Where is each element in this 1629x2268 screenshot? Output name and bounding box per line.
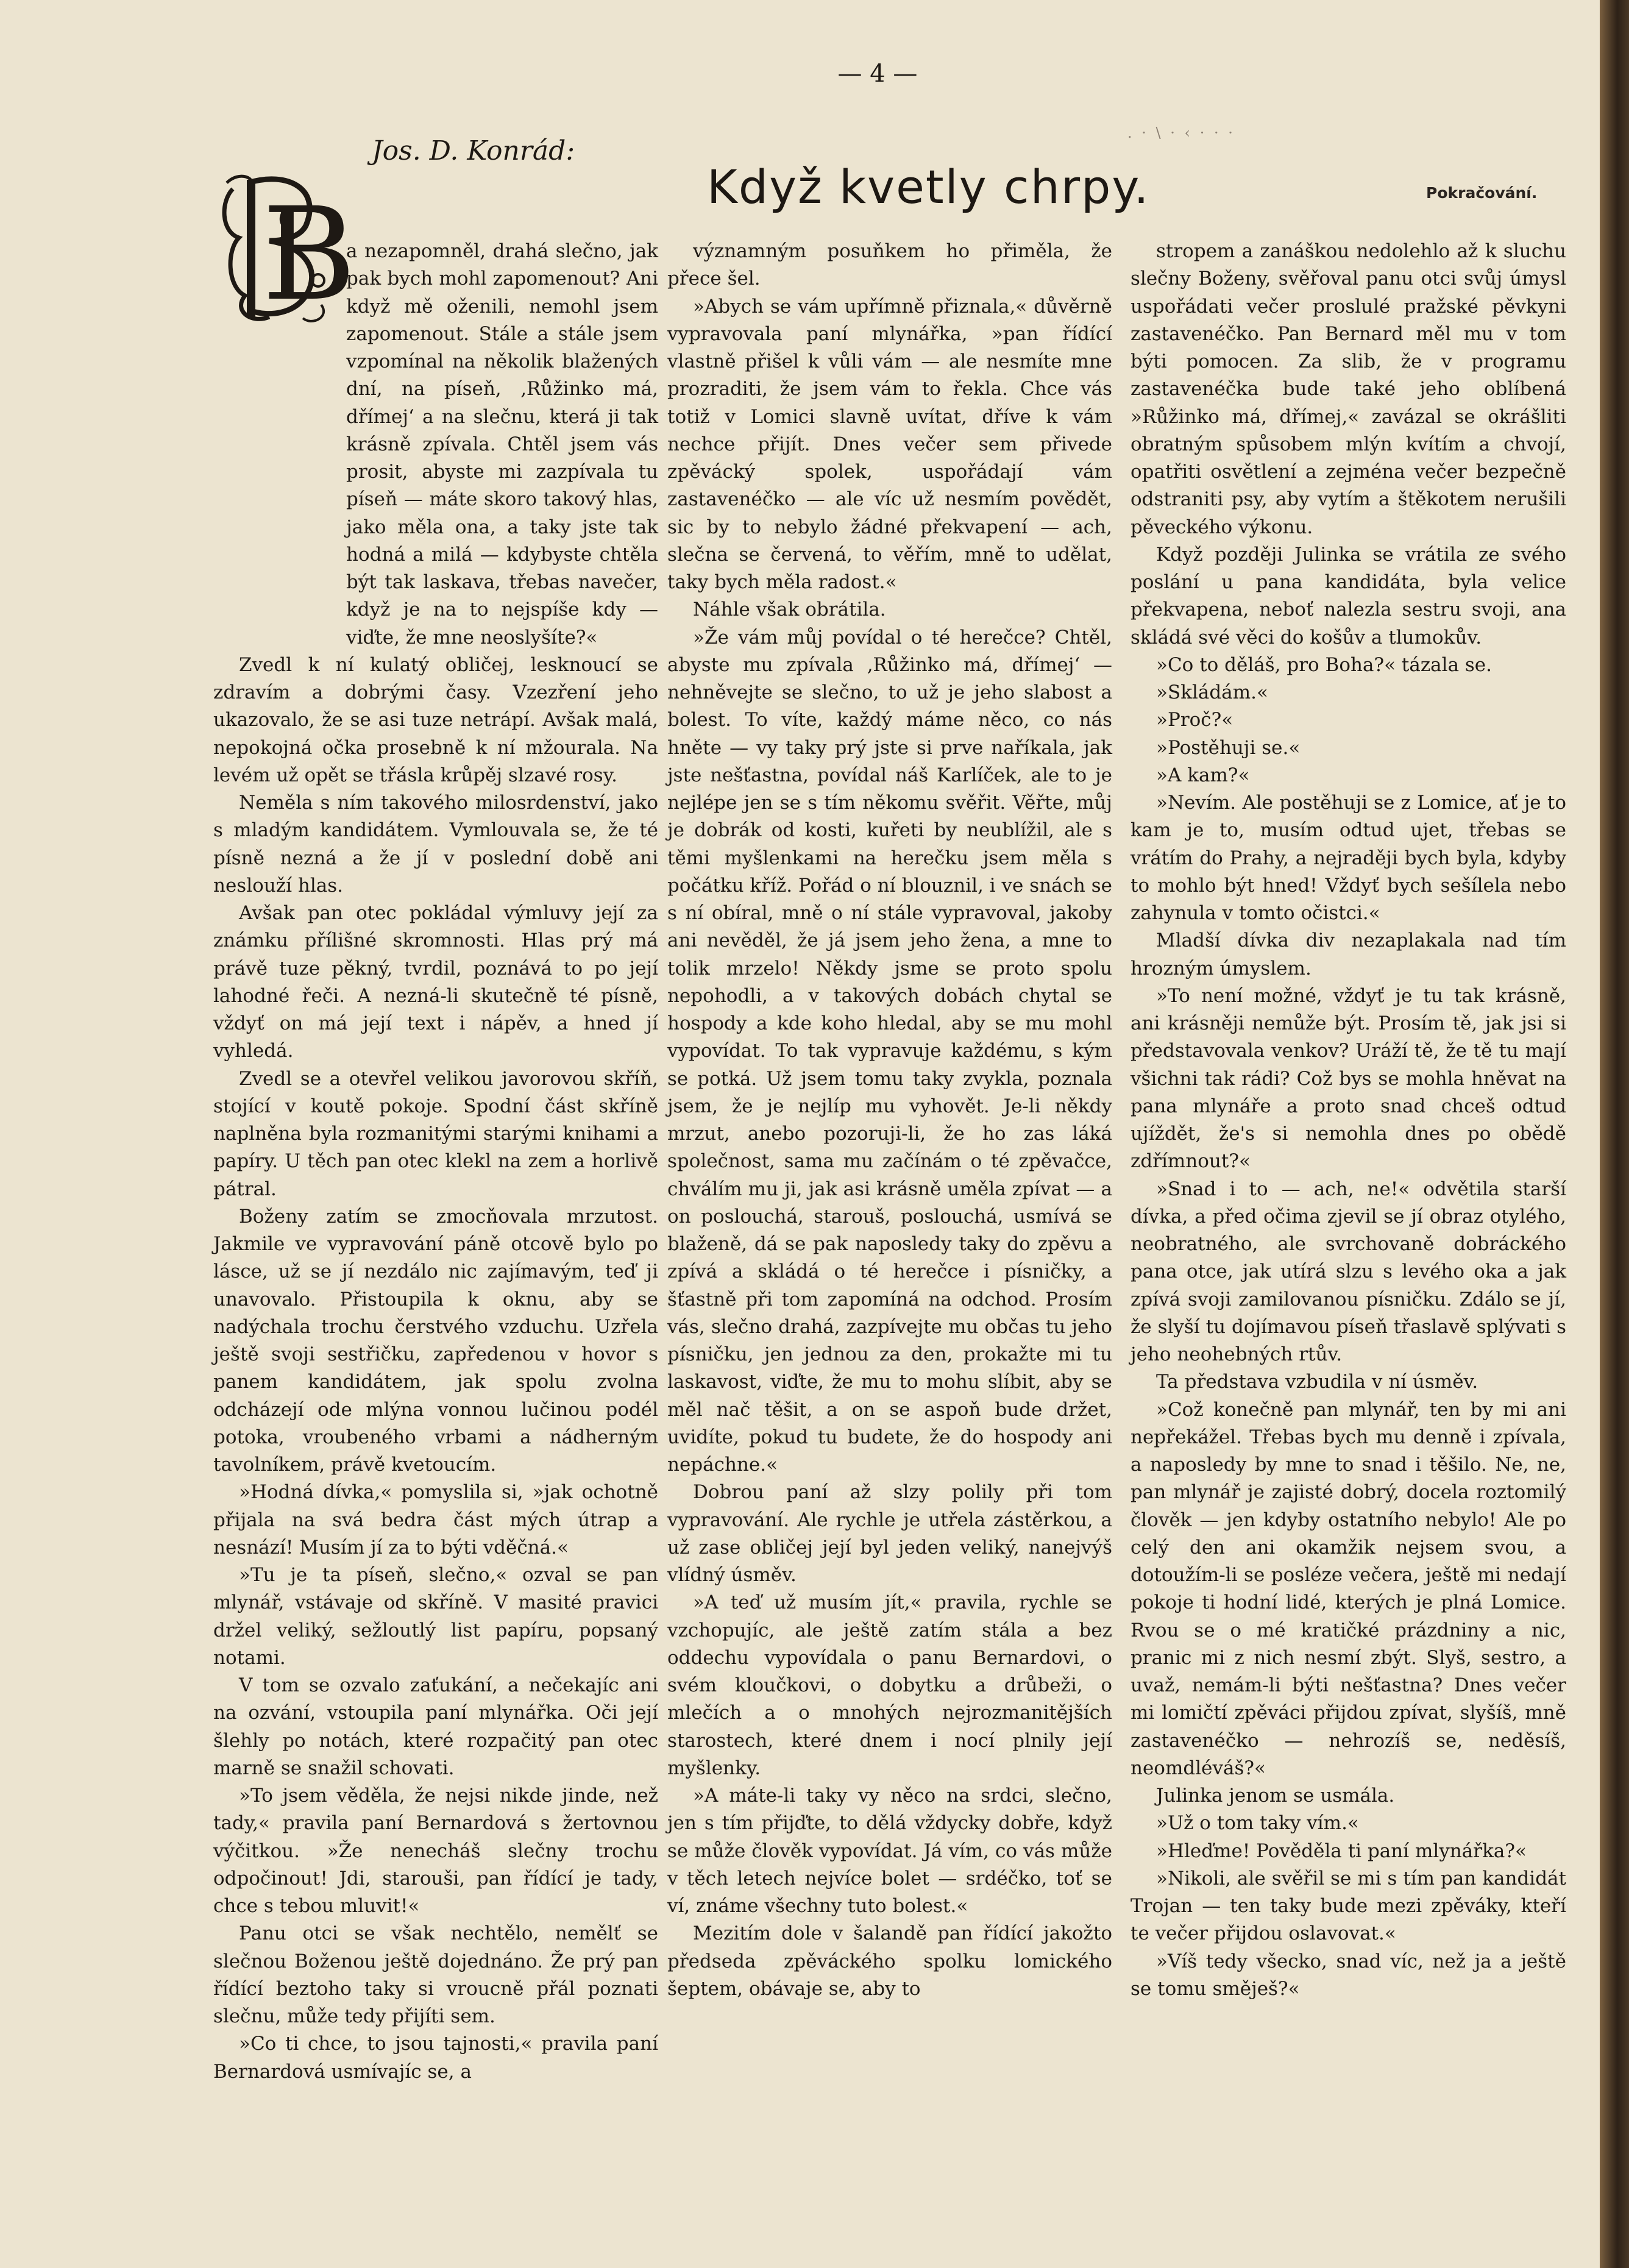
paragraph: Zvedl k ní kulatý obličej, lesknoucí se zdravím a dobrými časy. Vzezření jeho ukazovalo, že se asi tuze netrápí. Avšak malá, nepokojná očka prosebně k ní mžourala. Na levém už opět se třásla krůpěj slzavé rosy.: [213, 653, 658, 786]
paragraph: »A máte-li taky vy něco na srdci, slečno, jen s tím přijďte, to dělá vždycky dobře, když se může člověk vypovídat. Já vím, co vás může v těch letech nejvíce bolet — srdéčko, toť se ví, známe všechny tuto bolest.«: [667, 1785, 1112, 1917]
paragraph: »Což konečně pan mlynář, ten by mi ani nepřekážel. Třebas bych mu denně i zpívala, a naposledy by mne to snad i těšilo. Ne, ne, pan mlynář je zajisté dobrý, docela roztomilý člověk — jen kdyby ostatního nebylo! Ale po celý den ani okamžik nejsem svou, a dotoužím-li se posléze večera, ještě mi nedají pokoje ti hodní lidé, kterých je plná Lomice. Rvou se o mé kratičké prázdniny a nic, pranic mi z nich nesmí zbýt. Slyš, sestro, a uvaž, nemám-li býti nešťastna? Dnes večer mi lomičtí zpěváci přijdou zpívat, slyšíš, mně zastavenéčko — nehrozíš se, neděsíš, neomdléváš?«: [1130, 1398, 1566, 1779]
paragraph: a nezapomněl, drahá slečno, jak pak bych mohl zapomenout? Ani když mě oženili, nemohl jsem zapomenout. Stále a stále jsem vzpomínal na několik blažených dní, na píseň, ‚Růžinko má, dřímej‘ a na slečnu, která ji tak krásně zpívala. Chtěl jsem vás prosit, abyste mi zazpívala tu píseň — máte skoro takový hlas, jako měla ona, a taky jste tak hodná a milá — kdybyste chtěla být tak laskava, třebas navečer, když je na to nejspíše kdy — viďte, že mne neoslyšíte?«: [346, 240, 658, 649]
paragraph: »Snad i to — ach, ne!« odvětila starší dívka, a před očima zjevil se jí obraz otylého, neobratného, ale svrchovaně dobráckého pana otce, jak utírá slzu s levého oka a jak zpívá svoji zamilovanou písničku. Zdálo se jí, že slyší tu dojímavou píseň třaslavě splývati s jeho neohebných rtův.: [1130, 1178, 1566, 1365]
paragraph: Náhle však obrátila.: [693, 599, 886, 621]
text-column-1: [213, 238, 658, 2086]
drop-cap-letter: B: [262, 180, 357, 329]
paragraph: »Postěhuji se.«: [1156, 736, 1301, 759]
paragraph: Když později Julinka se vrátila ze svého poslání u pana kandidáta, byla velice překvapena, neboť nalezla sestru svoji, ana skládá své věci do košův a tlumokův.: [1130, 543, 1566, 649]
paragraph: »Co to děláš, pro Boha?« tázala se.: [1156, 653, 1492, 676]
paragraph: »Hodná dívka,« pomyslila si, »jak ochotně přijala na svá bedra část mých útrap a nesnází! Musím jí za to býti vděčná.«: [213, 1481, 658, 1559]
paragraph: »Co ti chce, to jsou tajnosti,« pravila paní Bernardová usmívajíc se, a: [213, 2033, 658, 2083]
text-column-2: [667, 238, 1112, 2003]
paragraph: Ta představa vzbudila v ní úsměv.: [1156, 1371, 1478, 1393]
faded-marks: . · \ · ‹ · · ·: [1127, 124, 1235, 141]
paragraph: významným posuňkem ho přiměla, že přece šel.: [667, 240, 1112, 290]
page-edge-shadow: [1600, 0, 1629, 2268]
paragraph: »Proč?«: [1156, 709, 1233, 731]
paragraph: Mladší dívka div nezaplakala nad tím hrozným úmyslem.: [1130, 930, 1566, 979]
paragraph: Neměla s ním takového milosrdenství, jako s mladým kandidátem. Vymlouvala se, že té písně nezná a že jí v poslední době ani neslouží hlas.: [213, 792, 658, 897]
paragraph: »A kam?«: [1156, 764, 1250, 786]
paragraph: Panu otci se však nechtělo, nemělť se slečnou Boženou ještě dojednáno. Že prý pan řídící beztoho taky si vroucně přál poznati slečnu, může tedy přijíti sem.: [213, 1922, 658, 2027]
paragraph: »Už o tom taky vím.«: [1156, 1812, 1359, 1835]
paragraph: Mezitím dole v šalandě pan řídící jakožto předseda zpěváckého spolku lomického šeptem, obávaje se, aby to: [667, 1922, 1112, 2000]
paragraph: »Hleďme! Pověděla ti paní mlynářka?«: [1156, 1840, 1527, 1862]
text-column-3: [1130, 238, 1566, 2003]
continuation-note: Pokračování.: [1426, 184, 1538, 202]
paragraph: »Abych se vám upřímně přiznala,« důvěrně vypravovala paní mlynářka, »pan řídící vlastně přišel k vůli vám — ale nesmíte mne prozraditi, že jsem vám to řekla. Chce vás totiž v Lomici slavně uvítat, dříve k vám nechce přijít. Dnes večer sem přivede zpěvácký spolek, uspořádají vám zastavenéčko — ale víc už nesmím povědět, sic by to nebylo žádné překvapení — ach, slečna se červená, to věřím, mně to udělat, taky bych měla radost.«: [667, 295, 1112, 593]
page-number: — 4 —: [837, 60, 918, 88]
paragraph: V tom se ozvalo zaťukání, a nečekajíc ani na ozvání, vstoupila paní mlynářka. Oči její šlehly po notách, které rozpačitý pan otec marně se snažil schovati.: [213, 1674, 658, 1779]
author-byline: Jos. D. Konrád:: [372, 135, 575, 166]
paragraph: »To jsem věděla, že nejsi nikde jinde, než tady,« pravila paní Bernardová s žertovnou výčitkou. »Že nenecháš slečny trochu odpočinout! Jdi, starouši, pan řídící je tady, chce s tebou mluvit!«: [213, 1785, 658, 1917]
paragraph: stropem a zanáškou nedolehlo až k sluchu slečny Boženy, svěřoval panu otci svůj úmysl uspořádati večer proslulé pražské pěvkyni zastavenéčko. Pan Bernard měl mu v tom býti pomocen. Za slib, že v programu zastavenéčka bude také jeho oblíbená »Růžinko má, dřímej,« zavázal se okrášliti obratným spůsobem mlýn kvítím a chvojí, opatřiti osvětlení a zejména večer bezpečně odstraniti psy, aby vytím a štěkotem nerušili pěveckého výkonu.: [1130, 240, 1566, 538]
paragraph: Zvedl se a otevřel velikou javorovou skříň, stojící v koutě pokoje. Spodní část skříně naplněna byla rozmanitými starými knihami a papíry. U těch pan otec klekl na zem a horlivě pátral.: [213, 1067, 658, 1200]
paragraph: Julinka jenom se usmála.: [1156, 1785, 1395, 1807]
paragraph: Dobrou paní až slzy polily při tom vypravování. Ale rychle je utřela zástěrkou, a už zase obličej její byl jeden veliký, nanejvýš vlídný úsměv.: [667, 1481, 1112, 1586]
paragraph: »Skládám.«: [1156, 681, 1268, 703]
paragraph: »Nikoli, ale svěřil se mi s tím pan kandidát Trojan — ten taky bude mezi zpěváky, kteří te večer přijdou oslavovat.«: [1130, 1867, 1566, 1945]
paragraph: Boženy zatím se zmocňovala mrzutost. Jakmile ve vypravování páně otcově bylo po lásce, už se jí nezdálo nic zajímavým, teď ji unavovalo. Přistoupila k oknu, aby se nadýchala trochu čerstvého vzduchu. Uzřela ještě svoji sestřičku, zapředenou v hovor s panem kandidátem, jak spolu zvolna odcházejí ode mlýna vonnou lučinou podél potoka, vroubeného vrbami a nádherným tavolníkem, právě kvetoucím.: [213, 1205, 658, 1476]
paragraph: »A teď už musím jít,« pravila, rychle se vzchopujíc, ale ještě zatím stála a bez oddechu vypovídala o panu Bernardovi, o svém kloučkovi, o dobytku a drůbeži, o mlečích a o mnohých nejrozmanitějších starostech, které dnem i nocí plnily její myšlenky.: [667, 1591, 1112, 1779]
paragraph: »Víš tedy všecko, snad víc, než ja a ještě se tomu směješ?«: [1130, 1950, 1566, 2000]
paragraph: Avšak pan otec pokládal výmluvy její za známku přílišné skromnosti. Hlas prý má právě tuze pěkný, tvrdil, poznává to po její lahodné řeči. A nezná-li skutečně té písně, vždyť on má její text i nápěv, a hned jí vyhledá.: [213, 902, 658, 1062]
paragraph: »Nevím. Ale postěhuji se z Lomice, ať je to kam je to, musím odtud ujet, třebas se vrátím do Prahy, a nejraději bych byla, kdyby to mohlo být hned! Vždyť bych sešílela nebo zahynula v tomto očistci.«: [1130, 792, 1566, 924]
article-title: Když kvetly chrpy.: [707, 160, 1150, 214]
paragraph: »To není možné, vždyť je tu tak krásně, ani krásněji nemůže být. Prosím tě, jak jsi si představovala venkov? Uráží tě, že tě tu mají všichni tak rádi? Což bys se mohla hněvat na pana mlynáře a proto snad chceš odtud ujíždět, že's si nemohla dnes po obědě zdřímnout?«: [1130, 984, 1566, 1173]
paragraph: »Tu je ta píseň, slečno,« ozval se pan mlynář, vstávaje od skříně. V masité pravici držel veliký, sežloutlý list papíru, popsaný notami.: [213, 1564, 658, 1669]
paragraph: »Že vám můj povídal o té herečce? Chtěl, abyste mu zpívala ‚Růžinko má, dřímej‘ — nehněvejte se slečno, to už je jeho slabost a bolest. To víte, každý máme něco, co nás hněte — vy taky prý jste si prve naříkala, jak jste nešťastna, povídal náš Karlíček, ale to je nejlépe jen se s tím někomu svěřit. Věřte, můj je dobrák od kosti, kuřeti by neublížil, ale s těmi myšlenkami na herečku jsem měla s počátku kříž. Pořád o ní blouznil, i ve snách se s ní obíral, mně o ní stále vypravoval, jakoby ani nevěděl, že já jsem jeho žena, a mne to tolik mrzelo! Někdy jsme se proto spolu nepohodli, a v takových dobách chytal se hospody a kde koho hledal, aby se mu mohl vypovídat. To tak vypravuje každému, s kým se potká. Už jsem tomu taky zvykla, poznala jsem, že je nejlíp mu vyhovět. Je-li někdy mrzut, anebo pozoruji-li, že ho zas láká společnost, sama mu začínám o té zpěvačce, chválím mu ji, jak asi krásně uměla zpívat — a on poslouchá, starouš, poslouchá, usmívá se blaženě, dá se pak naposledy taky do zpěvu a zpívá a skládá o té herečce i písničky, a šťastně při tom zapomíná na odchod. Prosím vás, slečno drahá, zazpívejte mu občas tu jeho písničku, jen jednou za den, prokažte mi tu laskavost, viďte, že mu to mohu slíbit, aby se měl nač těšit, a on se aspoň bude držet, uvidíte, pokud tu budete, že do hospody ani nepáchne.«: [667, 626, 1112, 1476]
